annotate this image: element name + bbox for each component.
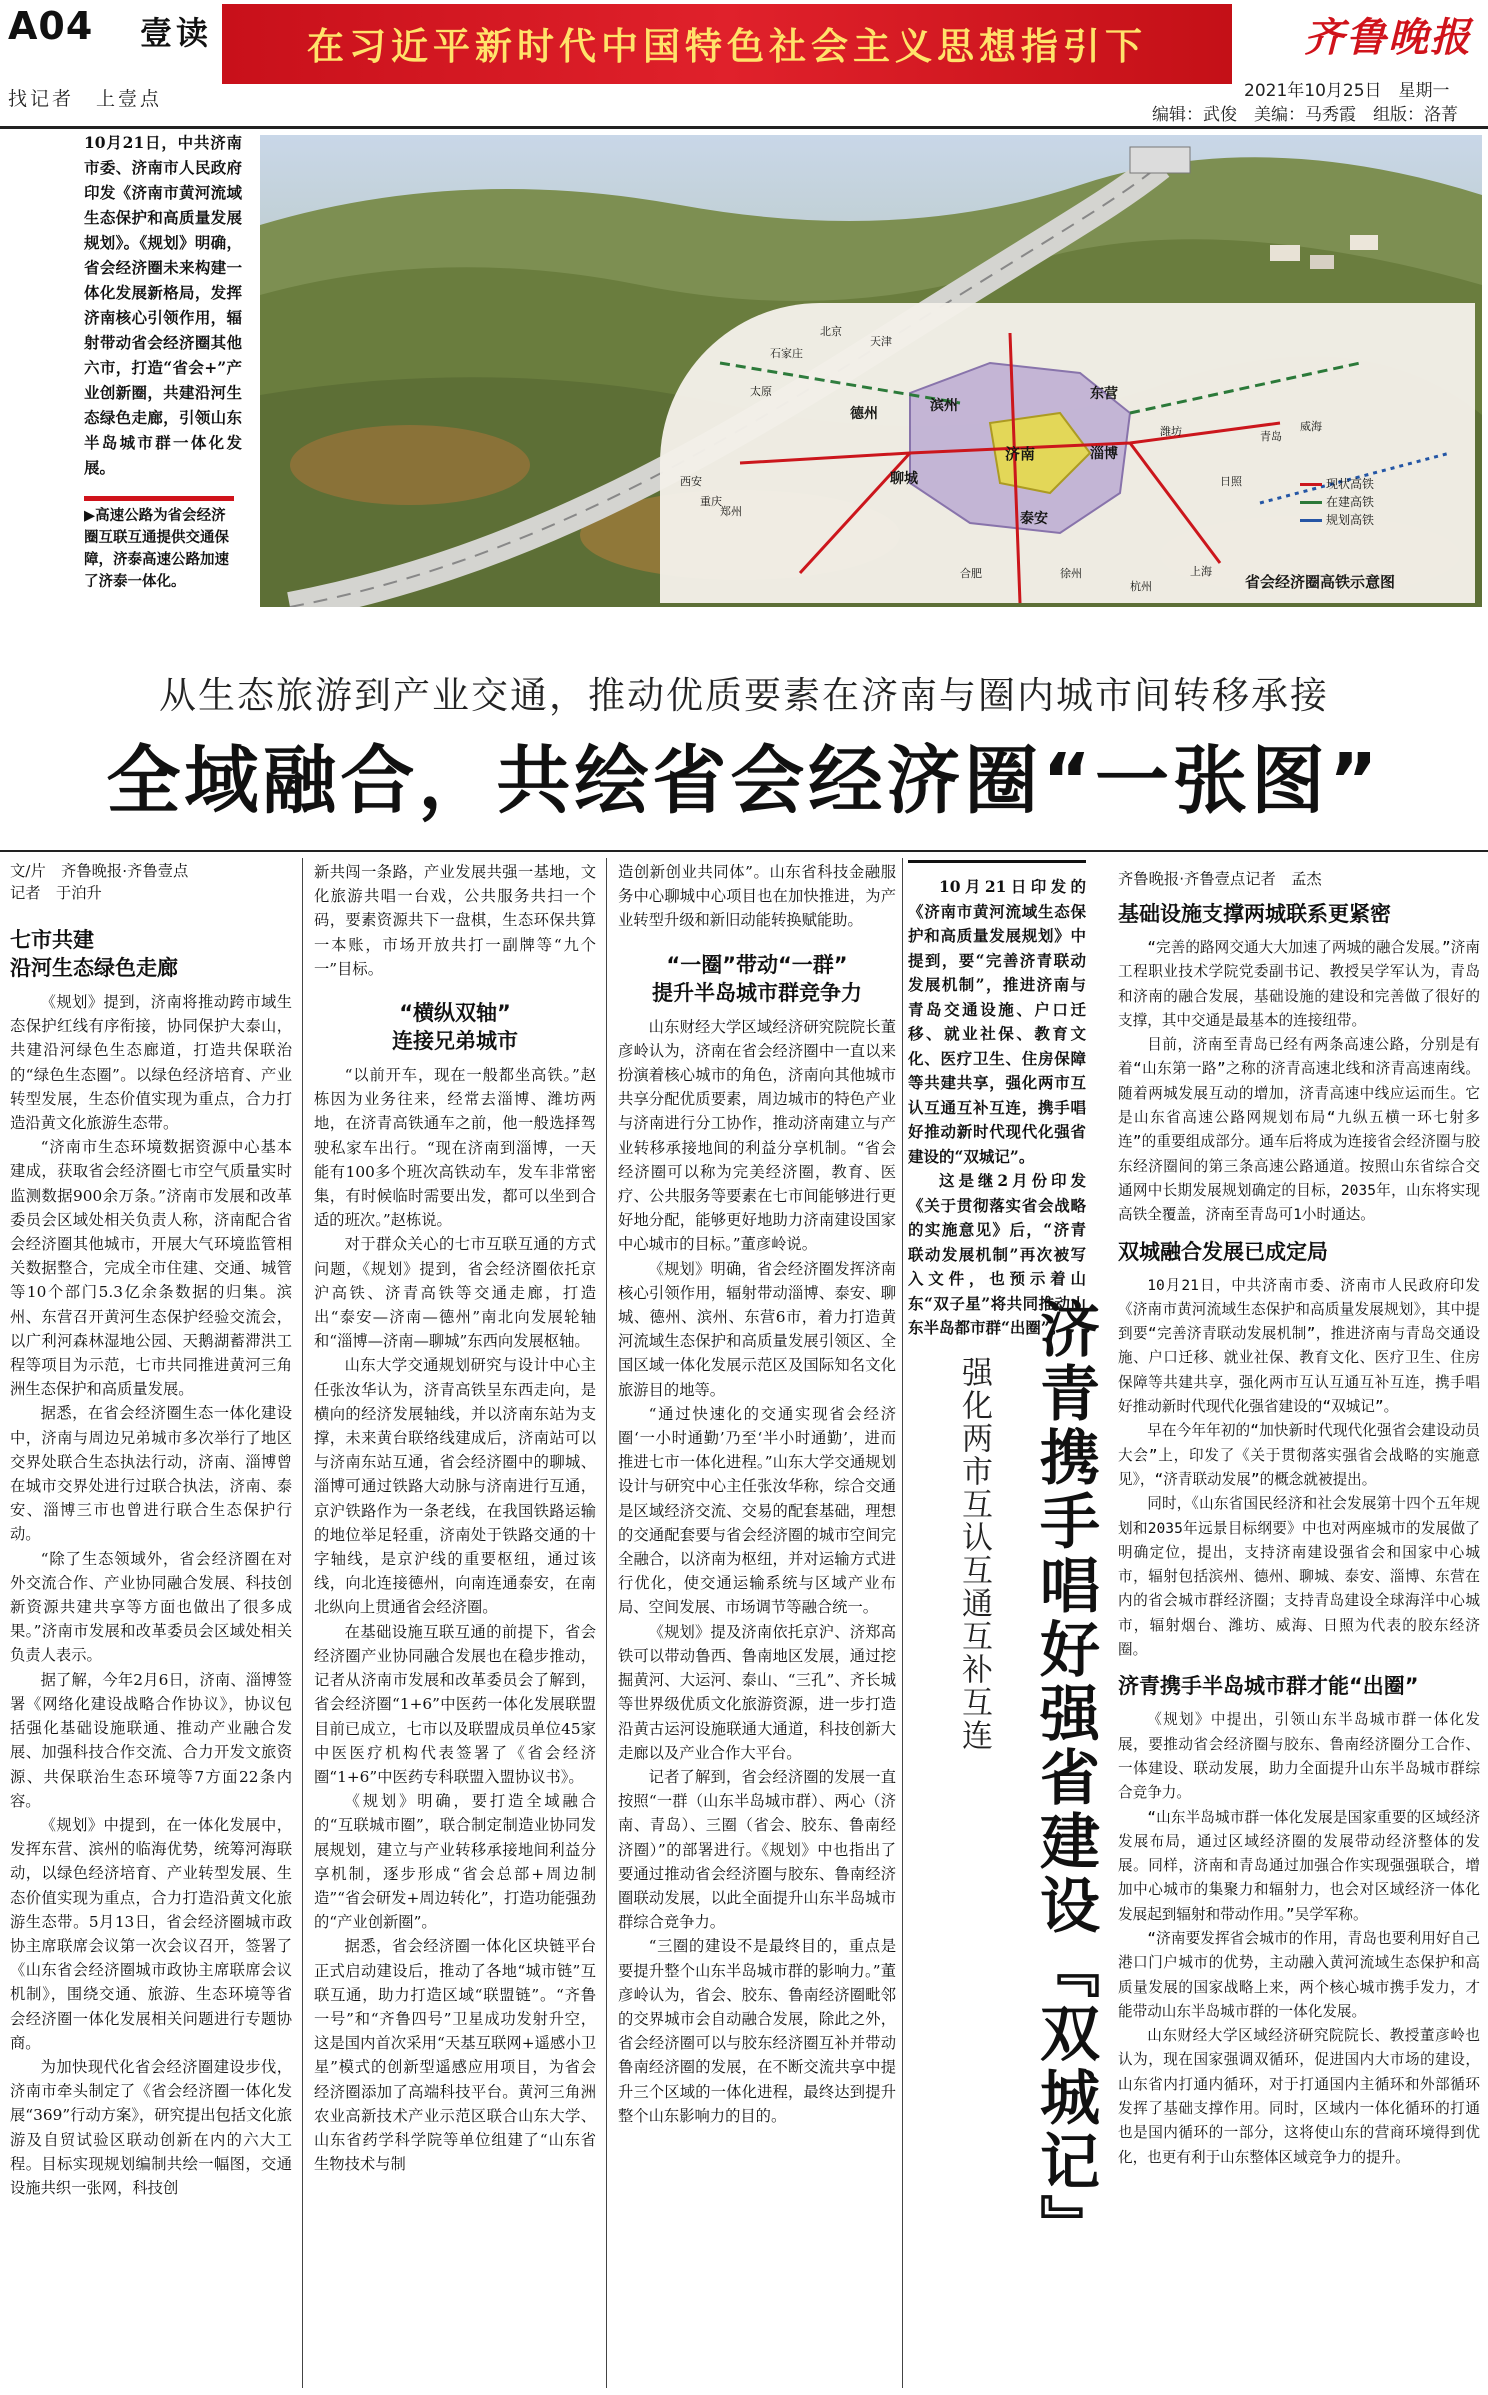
map-outer-city: 石家庄 <box>770 347 803 360</box>
sidebar-text <box>908 875 1086 1341</box>
subhead-2: “横纵双轴” <box>399 1001 511 1026</box>
right-subhead-2: 双城融合发展已成定局 <box>1118 1239 1328 1264</box>
map-outer-city: 青岛 <box>1260 430 1282 443</box>
paragraph: 目前，济南至青岛已经有两条高速公路，分别是有着“山东第一路”之称的济青高速北线和济青高速南线。随着两城发展互动的增加，济青高速中线应运而生。它是山东省高速公路网规划布局“九纵五横一环七射多连”的重要组成部分。通车后将成为连接省会经济圈与胶东经济圈间的第三条高速公路通道。按照山东省综合交通网中长期发展规划确定的目标，2035年，山东将实现高铁全覆盖，济南至青岛可1小时通达。 <box>1118 1036 1480 1224</box>
section-name: 壹读 <box>140 14 213 52</box>
map-legend <box>1300 475 1374 529</box>
paragraph: 记者了解到，省会经济圈的发展一直按照“一群（山东半岛城市群）、两心（济南、青岛）、三圈（省会、胶东、鲁南经济圈）”的部署进行。《规划》中也指出了要通过推动省会经济圈与胶东、鲁南经济圈联动发展，以此全面提升山东半岛城市群综合竞争力。 <box>618 1767 896 1932</box>
headline-rule <box>0 850 1488 852</box>
paragraph: 新共闯一条路，产业发展共强一基地，文化旅游共唱一台戏，公共服务共扫一个码，要素资源共下一盘棋，生态环保共算一本账，市场开放共打一副牌等“九个一”目标。 <box>314 863 596 978</box>
caption-accent <box>84 496 234 501</box>
map-outer-city: 杭州 <box>1130 580 1152 593</box>
map-title: 省会经济圈高铁示意图 <box>1245 573 1396 591</box>
map-city-zibo: 淄博 <box>1090 446 1118 462</box>
paragraph: 据悉，在省会经济圈生态一体化建设中，济南与周边兄弟城市多次举行了地区交界处联合生态执法行动，济南、淄博曾在城市交界处进行过联合执法，济南、泰安、淄博三市也曾进行联合生态保护行动。 <box>10 1404 292 1544</box>
paragraph: “三圈的建设不是最终目的，重点是要提升整个山东半岛城市群的影响力。”董彦岭认为，省会、胶东、鲁南经济圈毗邻的交界城市会自动融合发展，除此之外，省会经济圈可以与胶东经济圈互补并带动鲁南经济圈的发展，在不断交流共享中提升三个区域的一体化进程，最终达到提升整个山东影响力的目的。 <box>618 1937 896 2125</box>
paragraph: 《规划》明确，省会经济圈发挥济南核心引领作用，辐射带动淄博、泰安、聊城、德州、滨州、东营6市，着力打造黄河流域生态保护和高质量发展引领区、全国区域一体化发展示范区及国际知名文化旅游目的地等。 <box>618 1259 896 1399</box>
map-outer-city: 天津 <box>870 335 892 348</box>
subhead-3: “一圈”带动“一群” <box>666 952 848 977</box>
byline-line-2: 记者 于泊升 <box>10 884 102 902</box>
legend-building-label: 在建高铁 <box>1326 495 1375 509</box>
article-column-3 <box>618 860 896 2390</box>
paragraph: 据悉，省会经济圈一体化区块链平台正式启动建设后，推动了各地“城市链”互联互通，助力打造区域“联盟链”。“齐鲁一号”和“齐鲁四号”卫星成功发射升空，这是国内首次采用“天基互联网+遥感小卫星”模式的创新型遥感应用项目，为省会经济圈添加了高端科技平台。黄河三角洲农业高新技术产业示范区联合山东大学、山东省药学科学院等单位组建了“山东省生物技术与制 <box>314 1937 596 2174</box>
article-headline: 全域融合，共绘省会经济圈“一张图” <box>106 738 1382 824</box>
rail-map-inset <box>660 303 1475 603</box>
paragraph: 对于群众关心的七市互联互通的方式问题，《规划》提到，省会经济圈依托京沪高铁、济青高铁等交通走廊，打造出“泰安—济南—德州”南北向发展轮轴和“淄博—济南—聊城”东西向发展枢轴。 <box>314 1235 596 1351</box>
lead-paragraph <box>84 130 242 480</box>
right-subhead-1: 基础设施支撑两城联系更紧密 <box>1118 902 1391 926</box>
newspaper-logo: 齐鲁晚报 <box>1304 14 1472 61</box>
header-rule <box>0 126 1488 129</box>
theme-banner-text: 在习近平新时代中国特色社会主义思想指引下 <box>307 25 1147 68</box>
legend-existing-label: 现状高铁 <box>1326 477 1375 491</box>
paragraph: “通过快速化的交通实现省会经济圈‘一小时通勤’乃至‘半小时通勤’，进而推进七市一体化进程。”山东大学交通规划设计与研究中心主任张汝华称，综合交通是区域经济交流、交易的配套基础，理想的交通配套要与省会经济圈的城市空间完全融合，以济南为枢纽，并对运输方式进行优化，使交通运输系统与区域产业布局、空间发展、市场调节等融合统一。 <box>618 1404 896 1617</box>
paragraph: 《规划》明确，要打造全域融合的“互联城市圈”，联合制定制造业协同发展规划，建立与产业转移承接地间利益分享机制，逐步形成“省会总部+周边制造”“省会研发+周边转化”，打造功能强劲的“产业创新圈”。 <box>314 1792 596 1932</box>
map-city-binzhou: 滨州 <box>930 398 958 414</box>
paragraph: 山东大学交通规划研究与设计中心主任张汝华认为，济青高铁呈东西走向，是横向的经济发展轴线，并以济南东站为支撑，未来黄台联络线建成后，济南站可以与济南东站互通，省会经济圈中的聊城、淄博可通过铁路大动脉与济南进行互通，京沪铁路作为一条老线，在我国铁路运输的地位举足轻重，济南处于铁路交通的十字轴线，是京沪线的重要枢纽，通过该线，向北连接德州，向南连通泰安，在南北纵向上贯通省会经济圈。 <box>314 1356 596 1617</box>
byline-line-1: 文/片 齐鲁晚报·齐鲁壹点 <box>10 862 189 880</box>
paragraph: 早在今年年初的“加快新时代现代化强省会建设动员大会”上，印发了《关于贯彻落实强省会战略的实施意见》，“济青联动发展”的概念就被提出。 <box>1118 1422 1480 1488</box>
legend-planned-label: 规划高铁 <box>1326 513 1375 527</box>
column-rule <box>302 858 303 2388</box>
map-outer-city: 潍坊 <box>1160 425 1182 438</box>
paragraph: “山东半岛城市群一体化发展是国家重要的区域经济发展布局，通过区域经济圈的发展带动经济整体的发展。同样，济南和青岛通过加强合作实现强强联合，增加中心城市的集聚力和辐射力，也会对区域经济一体化发展起到辐射和带动作用。”吴学军称。 <box>1118 1808 1480 1923</box>
paragraph: 《规划》中提出，引领山东半岛城市群一体化发展，要推动省会经济圈与胶东、鲁南经济圈分工合作、一体建设、联动发展，助力全面提升山东半岛城市群综合竞争力。 <box>1118 1711 1480 1802</box>
paragraph: 10月21日，中共济南市委、济南市人民政府印发《济南市黄河流域生态保护和高质量发展规划》，其中提到要“完善济青联动发展机制”，推进济南与青岛交通设施、户口迁移、就业社保、教育文化、医疗卫生、住房保障等共建共享，强化两市互认互通互补互连，携手唱好推动新时代现代化强省建设的“双城记”。 <box>1118 1276 1480 1416</box>
paragraph: 在基础设施互联互通的前提下，省会经济圈产业协同融合发展也在稳步推动，记者从济南市发展和改革委员会了解到，省会经济圈“1+6”中医药一体化发展联盟目前已成立，七市以及联盟成员单位45家中医医疗机构代表签署了《省会经济圈“1+6”中医药专科联盟入盟协议书》。 <box>314 1622 596 1786</box>
paragraph: 《规划》提及济南依托京沪、济郑高铁可以带动鲁西、鲁南地区发展，通过挖掘黄河、大运河、泰山、“三孔”、齐长城等世界级优质文化旅游资源，进一步打造沿黄古运河设施联通大通道，科技创新大走廊以及产业合作大平台。 <box>618 1622 896 1762</box>
map-outer-city: 太原 <box>750 385 772 398</box>
map-city-dongying: 东营 <box>1090 386 1118 402</box>
map-city-taian: 泰安 <box>1020 511 1048 527</box>
paragraph: “以前开车，现在一般都坐高铁。”赵栋因为业务往来，经常去淄博、潍坊两地，在济青高铁通车之前，他一般选择驾驶私家车出行。“现在济南到淄博，一天能有100多个班次高铁动车，发车非常密集，有时候临时需要出发，都可以坐到合适的班次。”赵栋说。 <box>314 1066 596 1230</box>
issue-date: 2021年10月25日 星期一 <box>1244 81 1450 101</box>
subhead-1b: 沿河生态绿色走廊 <box>10 956 178 980</box>
lead-text: 10月21日，中共济南市委、济南市人民政府印发《济南市黄河流域生态保护和高质量发展规划》。《规划》明确，省会经济圈未来构建一体化发展新格局，发挥济南核心引领作用，辐射带动省会经济圈其他六市，打造“省会+”产业创新圈，共建沿河生态绿色走廊，引领山东半岛城市群一体化发展。 <box>84 133 242 477</box>
legend-building <box>1300 493 1374 511</box>
legend-existing <box>1300 475 1374 493</box>
editor-credits: 编辑：武俊 美编：马秀霞 组版：洛菁 <box>1152 105 1458 125</box>
subhead-1: 七市共建 <box>10 928 94 952</box>
sidebar-vertical-subhead: 强化两市互认互通互补互连 <box>956 1356 992 1752</box>
article-kicker: 从生态旅游到产业交通，推动优质要素在济南与圈内城市间转移承接 <box>159 674 1329 717</box>
paragraph: “完善的路网交通大大加速了两城的融合发展。”济南工程职业技术学院党委副书记、教授吴学军认为，青岛和济南的融合发展，基础设施的建设和完善做了很好的支撑，其中交通是最基本的连接纽带。 <box>1118 939 1480 1029</box>
photo-caption: ▶高速公路为省会经济圈互联互通提供交通保障，济泰高速公路加速了济泰一体化。 <box>84 507 229 590</box>
map-city-jinan: 济南 <box>1005 445 1036 463</box>
sidebar-summary <box>908 860 1086 1341</box>
map-city-dezhou: 德州 <box>850 406 878 422</box>
theme-banner <box>222 4 1232 84</box>
sidebar-paragraph: 10月21日印发的《济南市黄河流域生态保护和高质量发展规划》中提到，要“完善济青联动发展机制”，推进济南与青岛交通设施、户口迁移、就业社保、教育文化、医疗卫生、住房保障等共建共享，强化两市互认互通互补互连，携手唱好推动新时代现代化强省建设的“双城记”。 <box>908 877 1086 1166</box>
paragraph: “除了生态领域外，省会经济圈在对外交流合作、产业协同融合发展、科技创新资源共建共享等方面也做出了很多成果。”济南市发展和改革委员会区域处相关负责人表示。 <box>10 1549 292 1665</box>
right-byline: 齐鲁晚报·齐鲁壹点记者 孟杰 <box>1118 870 1322 888</box>
paragraph: 造创新创业共同体”。山东省科技金融服务中心聊城中心项目也在加快推进，为产业转型升级和新旧动能转换赋能助。 <box>618 863 896 930</box>
right-subhead-3: 济青携手半岛城市群才能“出圈” <box>1118 1674 1419 1699</box>
map-outer-city: 合肥 <box>960 567 982 580</box>
paragraph: 山东财经大学区域经济研究院院长董彦岭认为，济南在省会经济圈中一直以来扮演着核心城市的角色，济南向其他城市共享分配优质要素，周边城市的特色产业与济南进行分工协作，推动济南建立与产业转移承接地间的利益分享机制。“省会经济圈可以称为完美经济圈，教育、医疗、公共服务等要素在七市间能够进行更好地分配，能够更好地助力济南建设国家中心城市的目标。”董彦岭说。 <box>618 1017 896 1254</box>
map-outer-city: 日照 <box>1220 475 1242 488</box>
subhead-2b: 连接兄弟城市 <box>392 1029 518 1054</box>
article-column-1 <box>10 860 292 2390</box>
highway-photo <box>260 135 1482 607</box>
paragraph: 山东财经大学区域经济研究院院长、教授董彦岭也认为，现在国家强调双循环，促进国内大市场的建设，山东省内打通内循环，对于打通国内主循环和外部循环发挥了基础支撑作用。同时，区域内一体化循环的打通也是国内循环的一部分，这将使山东的营商环境得到优化，也更有利于山东整体区域竞争力的提升。 <box>1118 2027 1480 2166</box>
map-outer-city: 徐州 <box>1060 567 1082 580</box>
page-number: A04 <box>8 4 94 48</box>
map-outer-city: 威海 <box>1300 420 1322 433</box>
map-outer-city: 郑州 <box>720 505 742 518</box>
paragraph: “济南要发挥省会城市的作用，青岛也要利用好自己港口门户城市的优势，主动融入黄河流域生态保护和高质量发展的国家战略上来，两个核心城市携手发力，才能带动山东半岛城市群的一体化发展。 <box>1118 1929 1480 2020</box>
paragraph: 为加快现代化省会经济圈建设步伐，济南市牵头制定了《省会经济圈一体化发展“369”行动方案》，研究提出包括文化旅游及自贸试验区联动创新在内的六大工程。目标实现规划编制共绘一幅图，交通设施共织一张网，科技创 <box>10 2057 292 2197</box>
paragraph: 同时，《山东省国民经济和社会发展第十四个五年规划和2035年远景目标纲要》中也对两座城市的发展做了明确定位，提出，支持济南建设强省会和国家中心城市，辐射包括滨州、德州、聊城、泰安、淄博、东营在内的省会城市群经济圈；支持青岛建设全球海洋中心城市，辐射烟台、潍坊、威海、日照为代表的胶东经济圈。 <box>1118 1495 1480 1659</box>
map-outer-city: 北京 <box>820 325 842 338</box>
map-outer-city: 上海 <box>1190 565 1212 578</box>
sidebar-paragraph: 这是继2月份印发《关于贯彻落实省会战略的实施意见》后，“济青联动发展机制”再次被写入文件，也预示着山东“双子星”将共同推动山东半岛都市群“出圈”。 <box>908 1171 1086 1337</box>
column-rule <box>606 858 607 2388</box>
paragraph: 据了解，今年2月6日，济南、淄博签署《网络化建设战略合作协议》，协议包括强化基础设施联通、推动产业融合发展、加强科技合作交流、合力开发文旅资源、共保联治生态环境等7方面22条内容。 <box>10 1670 292 1810</box>
article-column-right <box>1118 868 1480 2388</box>
section-subnav: 找记者 上壹点 <box>8 88 163 110</box>
paragraph: “济南市生态环境数据资源中心基本建成，获取省会经济圈七市空气质量实时监测数据900余万条。”济南市发展和改革委员会区域处相关负责人称，济南配合省会经济圈其他城市，开展大气环境监管相关数据整合，完成全市住建、交通、城管等10个部门5.3亿余条数据的归集。滨州、东营召开黄河生态保护经验交流会，以广利河森林湿地公园、天鹅湖蓄滞洪工程等项目为示范，七市共同推进黄河三角洲生态保护和高质量发展。 <box>10 1138 292 1399</box>
sidebar-vertical-headline: 济青携手唱好强省建设『双城记』 <box>1030 1298 1100 2258</box>
paragraph: 《规划》提到，济南将推动跨市域生态保护红线有序衔接，协同保护大泰山，共建沿河绿色生态廊道，打造共保联治的“绿色生态圈”。以绿色经济培育、产业转型发展，生态价值实现为重点，合力打造沿黄文化旅游生态带。 <box>10 993 292 1133</box>
column-rule <box>902 858 903 2388</box>
subhead-3b: 提升半岛城市群竞争力 <box>652 980 862 1005</box>
legend-planned <box>1300 511 1374 529</box>
map-city-liaocheng: 聊城 <box>890 471 918 487</box>
map-outer-city: 重庆 <box>700 495 722 508</box>
paragraph: 《规划》中提到，在一体化发展中，发挥东营、滨州的临海优势，统筹河海联动，以绿色经济培育、产业转型发展、生态价值实现为重点，合力打造沿黄文化旅游生态带。5月13日，省会经济圈城市政协主席联席会议第一次会议召开，签署了《山东省会经济圈城市政协主席联席会议机制》，围绕交通、旅游、生态环境等省会经济圈一体化发展相关问题进行专题协商。 <box>10 1815 292 2052</box>
article-column-2 <box>314 860 596 2390</box>
map-outer-city: 西安 <box>680 475 702 488</box>
